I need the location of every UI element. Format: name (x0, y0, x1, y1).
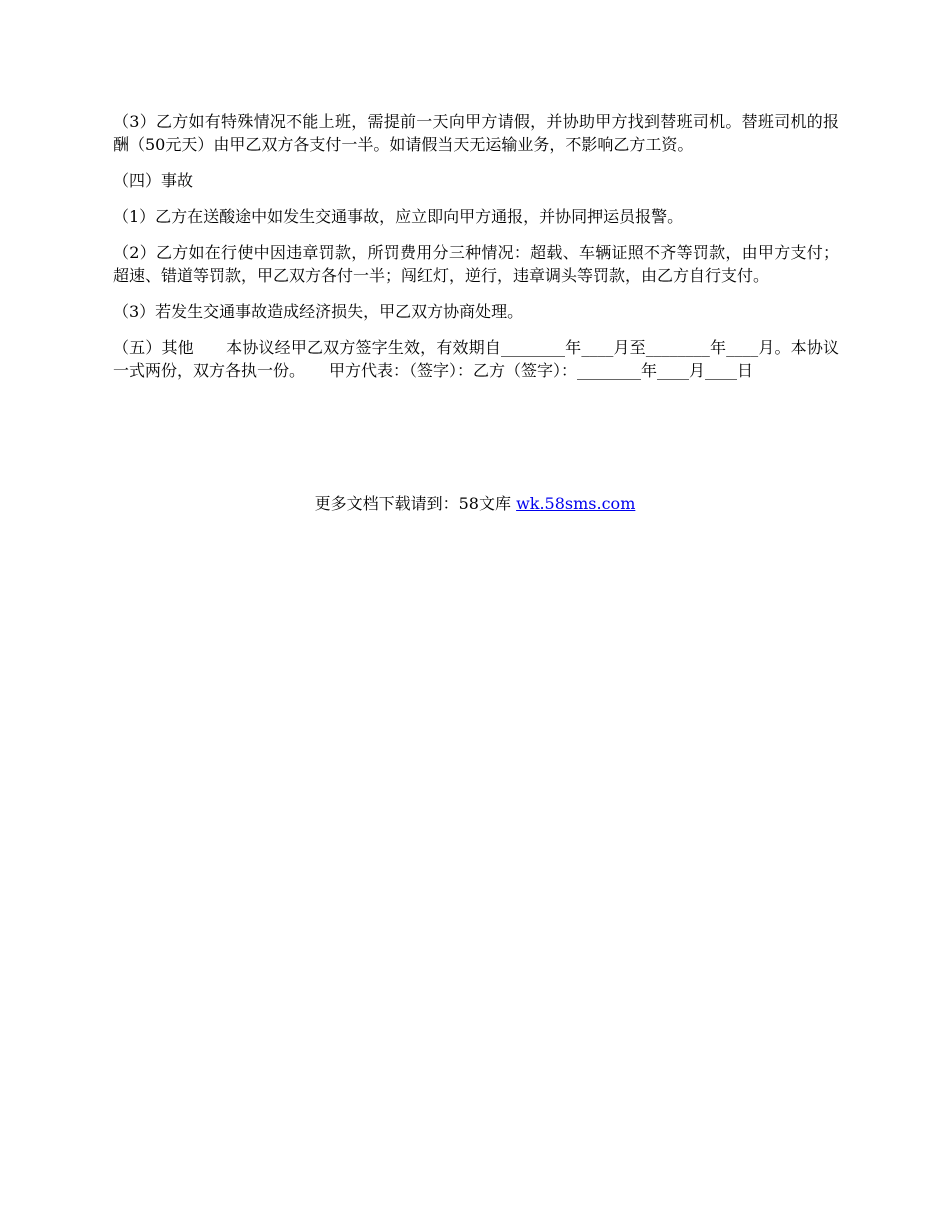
paragraph-traffic-fines: （2）乙方如在行使中因违章罚款，所罚费用分三种情况：超载、车辆证照不齐等罚款，由甲方支付；超速、错道等罚款，甲乙双方各付一半；闯红灯，逆行，违章调头等罚款，由乙方自行支付。 (113, 243, 839, 285)
download-footer (0, 492, 950, 515)
footer-link[interactable]: wk.58sms.com (516, 494, 636, 513)
section-heading-accident: （四）事故 (113, 171, 194, 190)
paragraph-economic-loss: （3）若发生交通事故造成经济损失，甲乙双方协商处理。 (113, 302, 524, 321)
footer-text: 更多文档下载请到：58文库 (314, 494, 517, 513)
paragraph-accident-report: （1）乙方在送酸途中如发生交通事故，应立即向甲方通报，并协同押运员报警。 (113, 207, 684, 226)
paragraph-substitute-driver: （3）乙方如有特殊情况不能上班，需提前一天向甲方请假，并协助甲方找到替班司机。替班司机的报酬（50元天）由甲乙双方各支付一半。如请假当天无运输业务，不影响乙方工资。 (113, 112, 839, 154)
document-body (113, 110, 839, 382)
paragraph-other-signature: （五）其他 本协议经甲乙双方签字生效，有效期自________年____月至________年____月。本协议一式两份，双方各执一份。 甲方代表：（签字）：乙方（签字）：________年____月____日 (113, 338, 839, 380)
